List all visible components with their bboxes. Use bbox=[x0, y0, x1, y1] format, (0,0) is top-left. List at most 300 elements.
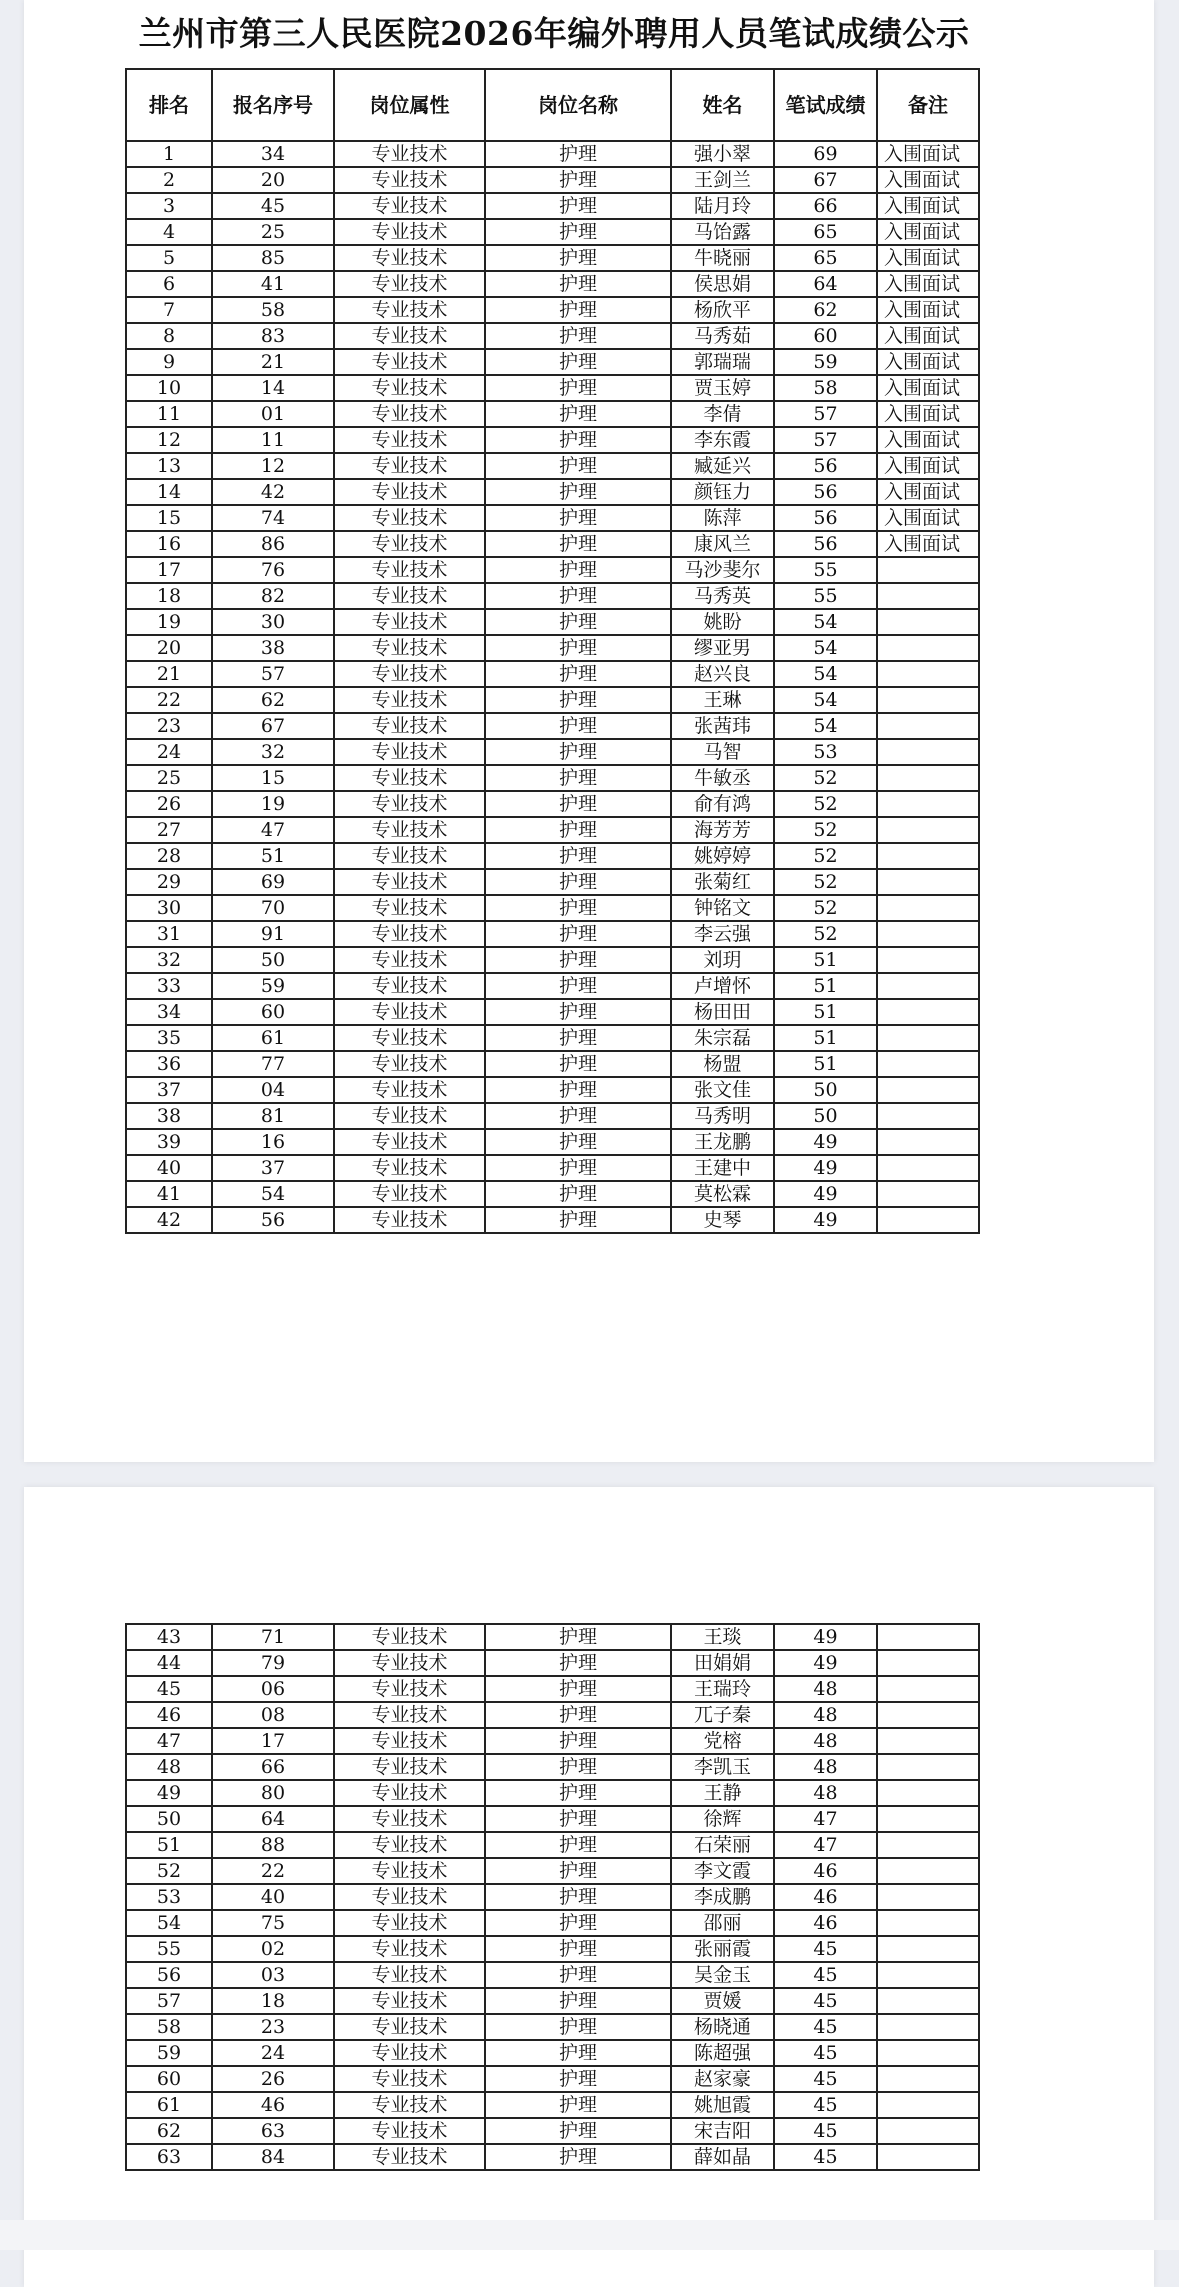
table-row bbox=[126, 1103, 979, 1129]
cell-remark bbox=[877, 2014, 979, 2040]
cell-remark bbox=[877, 1155, 979, 1181]
cell-registration-no: 76 bbox=[212, 557, 334, 583]
cell-position-type: 专业技术 bbox=[334, 609, 485, 635]
cell-position-name: 护理 bbox=[485, 1051, 671, 1077]
cell-name: 钟铭文 bbox=[671, 895, 774, 921]
cell-registration-no: 61 bbox=[212, 1025, 334, 1051]
cell-registration-no: 84 bbox=[212, 2144, 334, 2170]
cell-score: 62 bbox=[774, 297, 877, 323]
cell-remark bbox=[877, 1806, 979, 1832]
cell-registration-no: 46 bbox=[212, 2092, 334, 2118]
cell-score: 56 bbox=[774, 505, 877, 531]
cell-registration-no: 19 bbox=[212, 791, 334, 817]
cell-rank: 42 bbox=[126, 1207, 212, 1233]
cell-registration-no: 50 bbox=[212, 947, 334, 973]
cell-position-name: 护理 bbox=[485, 1650, 671, 1676]
cell-position-name: 护理 bbox=[485, 2014, 671, 2040]
cell-remark: 入围面试 bbox=[877, 297, 979, 323]
table-row bbox=[126, 401, 979, 427]
cell-score: 51 bbox=[774, 999, 877, 1025]
cell-position-type: 专业技术 bbox=[334, 1650, 485, 1676]
cell-name: 马智 bbox=[671, 739, 774, 765]
cell-position-name: 护理 bbox=[485, 1155, 671, 1181]
cell-name: 张菊红 bbox=[671, 869, 774, 895]
cell-score: 52 bbox=[774, 921, 877, 947]
table-row bbox=[126, 1754, 979, 1780]
cell-rank: 37 bbox=[126, 1077, 212, 1103]
cell-name: 刘玥 bbox=[671, 947, 774, 973]
cell-score: 48 bbox=[774, 1702, 877, 1728]
scores-table-body-continued bbox=[126, 1624, 979, 2170]
cell-position-type: 专业技术 bbox=[334, 531, 485, 557]
cell-position-name: 护理 bbox=[485, 1025, 671, 1051]
cell-position-name: 护理 bbox=[485, 687, 671, 713]
cell-rank: 54 bbox=[126, 1910, 212, 1936]
cell-remark bbox=[877, 1780, 979, 1806]
table-row bbox=[126, 2092, 979, 2118]
cell-remark: 入围面试 bbox=[877, 219, 979, 245]
cell-remark bbox=[877, 713, 979, 739]
table-row bbox=[126, 1181, 979, 1207]
cell-registration-no: 51 bbox=[212, 843, 334, 869]
table-row bbox=[126, 1910, 979, 1936]
table-row bbox=[126, 843, 979, 869]
cell-rank: 34 bbox=[126, 999, 212, 1025]
cell-position-type: 专业技术 bbox=[334, 1207, 485, 1233]
cell-remark bbox=[877, 2040, 979, 2066]
cell-name: 侯思娟 bbox=[671, 271, 774, 297]
cell-name: 徐辉 bbox=[671, 1806, 774, 1832]
cell-name: 李成鹏 bbox=[671, 1884, 774, 1910]
cell-name: 兀子秦 bbox=[671, 1702, 774, 1728]
cell-score: 50 bbox=[774, 1103, 877, 1129]
cell-remark bbox=[877, 2118, 979, 2144]
cell-registration-no: 77 bbox=[212, 1051, 334, 1077]
cell-name: 邵丽 bbox=[671, 1910, 774, 1936]
cell-registration-no: 57 bbox=[212, 661, 334, 687]
table-row bbox=[126, 999, 979, 1025]
cell-score: 60 bbox=[774, 323, 877, 349]
cell-name: 宋吉阳 bbox=[671, 2118, 774, 2144]
table-row bbox=[126, 2144, 979, 2170]
cell-position-name: 护理 bbox=[485, 583, 671, 609]
cell-position-type: 专业技术 bbox=[334, 947, 485, 973]
cell-rank: 53 bbox=[126, 1884, 212, 1910]
cell-name: 牛敏丞 bbox=[671, 765, 774, 791]
cell-registration-no: 62 bbox=[212, 687, 334, 713]
table-row bbox=[126, 687, 979, 713]
cell-name: 王建中 bbox=[671, 1155, 774, 1181]
cell-position-type: 专业技术 bbox=[334, 1858, 485, 1884]
cell-registration-no: 56 bbox=[212, 1207, 334, 1233]
table-row bbox=[126, 141, 979, 167]
cell-registration-no: 47 bbox=[212, 817, 334, 843]
table-row bbox=[126, 1676, 979, 1702]
cell-score: 49 bbox=[774, 1181, 877, 1207]
cell-position-name: 护理 bbox=[485, 1207, 671, 1233]
table-row bbox=[126, 1077, 979, 1103]
cell-score: 45 bbox=[774, 2092, 877, 2118]
cell-position-name: 护理 bbox=[485, 479, 671, 505]
cell-rank: 2 bbox=[126, 167, 212, 193]
cell-rank: 61 bbox=[126, 2092, 212, 2118]
cell-position-type: 专业技术 bbox=[334, 765, 485, 791]
cell-name: 臧延兴 bbox=[671, 453, 774, 479]
cell-remark bbox=[877, 791, 979, 817]
table-row bbox=[126, 609, 979, 635]
cell-position-type: 专业技术 bbox=[334, 167, 485, 193]
cell-position-type: 专业技术 bbox=[334, 895, 485, 921]
cell-position-name: 护理 bbox=[485, 1676, 671, 1702]
cell-registration-no: 24 bbox=[212, 2040, 334, 2066]
cell-position-name: 护理 bbox=[485, 427, 671, 453]
cell-score: 58 bbox=[774, 375, 877, 401]
cell-position-type: 专业技术 bbox=[334, 1780, 485, 1806]
cell-score: 47 bbox=[774, 1806, 877, 1832]
cell-name: 姚旭霞 bbox=[671, 2092, 774, 2118]
cell-position-type: 专业技术 bbox=[334, 1103, 485, 1129]
cell-score: 45 bbox=[774, 2118, 877, 2144]
cell-rank: 15 bbox=[126, 505, 212, 531]
cell-remark bbox=[877, 739, 979, 765]
cell-name: 王琳 bbox=[671, 687, 774, 713]
cell-score: 49 bbox=[774, 1129, 877, 1155]
table-row bbox=[126, 713, 979, 739]
cell-position-type: 专业技术 bbox=[334, 219, 485, 245]
cell-registration-no: 71 bbox=[212, 1624, 334, 1650]
cell-position-name: 护理 bbox=[485, 271, 671, 297]
cell-rank: 58 bbox=[126, 2014, 212, 2040]
cell-rank: 40 bbox=[126, 1155, 212, 1181]
cell-position-name: 护理 bbox=[485, 1077, 671, 1103]
cell-position-name: 护理 bbox=[485, 141, 671, 167]
cell-position-type: 专业技术 bbox=[334, 557, 485, 583]
cell-remark bbox=[877, 869, 979, 895]
table-row bbox=[126, 167, 979, 193]
cell-position-name: 护理 bbox=[485, 895, 671, 921]
cell-remark: 入围面试 bbox=[877, 401, 979, 427]
cell-position-name: 护理 bbox=[485, 869, 671, 895]
cell-position-type: 专业技术 bbox=[334, 1155, 485, 1181]
cell-registration-no: 40 bbox=[212, 1884, 334, 1910]
header-remark: 备注 bbox=[877, 69, 979, 141]
cell-rank: 11 bbox=[126, 401, 212, 427]
cell-rank: 49 bbox=[126, 1780, 212, 1806]
cell-position-type: 专业技术 bbox=[334, 427, 485, 453]
cell-rank: 3 bbox=[126, 193, 212, 219]
cell-remark bbox=[877, 1858, 979, 1884]
cell-position-name: 护理 bbox=[485, 2066, 671, 2092]
cell-score: 49 bbox=[774, 1650, 877, 1676]
cell-score: 51 bbox=[774, 1025, 877, 1051]
table-row bbox=[126, 1884, 979, 1910]
cell-rank: 32 bbox=[126, 947, 212, 973]
cell-position-name: 护理 bbox=[485, 1103, 671, 1129]
table-row bbox=[126, 817, 979, 843]
cell-score: 65 bbox=[774, 245, 877, 271]
cell-registration-no: 83 bbox=[212, 323, 334, 349]
cell-registration-no: 81 bbox=[212, 1103, 334, 1129]
cell-name: 王龙鹏 bbox=[671, 1129, 774, 1155]
cell-score: 56 bbox=[774, 453, 877, 479]
table-row bbox=[126, 1936, 979, 1962]
cell-rank: 39 bbox=[126, 1129, 212, 1155]
cell-score: 45 bbox=[774, 1962, 877, 1988]
cell-name: 党榕 bbox=[671, 1728, 774, 1754]
cell-remark: 入围面试 bbox=[877, 505, 979, 531]
cell-name: 俞有鸿 bbox=[671, 791, 774, 817]
cell-position-name: 护理 bbox=[485, 1832, 671, 1858]
scores-table bbox=[125, 68, 980, 1234]
cell-remark bbox=[877, 1962, 979, 1988]
cell-name: 康风兰 bbox=[671, 531, 774, 557]
table-row bbox=[126, 791, 979, 817]
cell-position-name: 护理 bbox=[485, 843, 671, 869]
cell-name: 马秀明 bbox=[671, 1103, 774, 1129]
cell-rank: 35 bbox=[126, 1025, 212, 1051]
cell-name: 田娟娟 bbox=[671, 1650, 774, 1676]
cell-score: 69 bbox=[774, 141, 877, 167]
table-row bbox=[126, 193, 979, 219]
table-row bbox=[126, 1207, 979, 1233]
cell-position-name: 护理 bbox=[485, 999, 671, 1025]
cell-rank: 4 bbox=[126, 219, 212, 245]
document-title: 兰州市第三人民医院2026年编外聘用人员笔试成绩公示 bbox=[138, 14, 970, 53]
cell-score: 52 bbox=[774, 791, 877, 817]
cell-score: 45 bbox=[774, 2040, 877, 2066]
cell-position-name: 护理 bbox=[485, 609, 671, 635]
cell-rank: 18 bbox=[126, 583, 212, 609]
table-row bbox=[126, 453, 979, 479]
cell-name: 王剑兰 bbox=[671, 167, 774, 193]
cell-rank: 43 bbox=[126, 1624, 212, 1650]
cell-remark: 入围面试 bbox=[877, 193, 979, 219]
cell-position-type: 专业技术 bbox=[334, 1624, 485, 1650]
cell-registration-no: 34 bbox=[212, 141, 334, 167]
cell-score: 47 bbox=[774, 1832, 877, 1858]
cell-name: 海芳芳 bbox=[671, 817, 774, 843]
cell-position-name: 护理 bbox=[485, 1780, 671, 1806]
cell-position-type: 专业技术 bbox=[334, 1051, 485, 1077]
cell-position-name: 护理 bbox=[485, 1884, 671, 1910]
cell-remark: 入围面试 bbox=[877, 141, 979, 167]
cell-name: 朱宗磊 bbox=[671, 1025, 774, 1051]
cell-name: 张丽霞 bbox=[671, 1936, 774, 1962]
cell-remark bbox=[877, 635, 979, 661]
cell-position-type: 专业技术 bbox=[334, 1936, 485, 1962]
cell-position-type: 专业技术 bbox=[334, 869, 485, 895]
cell-position-type: 专业技术 bbox=[334, 1806, 485, 1832]
table-row bbox=[126, 1155, 979, 1181]
cell-position-name: 护理 bbox=[485, 245, 671, 271]
cell-name: 李倩 bbox=[671, 401, 774, 427]
cell-rank: 14 bbox=[126, 479, 212, 505]
cell-registration-no: 04 bbox=[212, 1077, 334, 1103]
cell-score: 51 bbox=[774, 1051, 877, 1077]
cell-position-type: 专业技术 bbox=[334, 2144, 485, 2170]
cell-registration-no: 74 bbox=[212, 505, 334, 531]
cell-remark bbox=[877, 1103, 979, 1129]
cell-position-type: 专业技术 bbox=[334, 1676, 485, 1702]
cell-name: 强小翠 bbox=[671, 141, 774, 167]
cell-remark bbox=[877, 1910, 979, 1936]
cell-position-name: 护理 bbox=[485, 349, 671, 375]
cell-remark bbox=[877, 1988, 979, 2014]
cell-registration-no: 79 bbox=[212, 1650, 334, 1676]
cell-position-type: 专业技术 bbox=[334, 1962, 485, 1988]
cell-rank: 23 bbox=[126, 713, 212, 739]
table-row bbox=[126, 1025, 979, 1051]
cell-position-type: 专业技术 bbox=[334, 1910, 485, 1936]
cell-rank: 16 bbox=[126, 531, 212, 557]
cell-score: 54 bbox=[774, 609, 877, 635]
cell-remark bbox=[877, 973, 979, 999]
cell-score: 45 bbox=[774, 2144, 877, 2170]
cell-position-name: 护理 bbox=[485, 2118, 671, 2144]
cell-name: 杨田田 bbox=[671, 999, 774, 1025]
cell-rank: 19 bbox=[126, 609, 212, 635]
cell-rank: 44 bbox=[126, 1650, 212, 1676]
cell-position-name: 护理 bbox=[485, 1129, 671, 1155]
cell-position-name: 护理 bbox=[485, 2144, 671, 2170]
cell-registration-no: 03 bbox=[212, 1962, 334, 1988]
cell-score: 45 bbox=[774, 2014, 877, 2040]
cell-registration-no: 69 bbox=[212, 869, 334, 895]
table-row bbox=[126, 583, 979, 609]
cell-position-name: 护理 bbox=[485, 1910, 671, 1936]
cell-rank: 1 bbox=[126, 141, 212, 167]
cell-score: 49 bbox=[774, 1207, 877, 1233]
cell-name: 莫松霖 bbox=[671, 1181, 774, 1207]
cell-name: 赵家豪 bbox=[671, 2066, 774, 2092]
cell-rank: 31 bbox=[126, 921, 212, 947]
cell-position-name: 护理 bbox=[485, 1624, 671, 1650]
table-row bbox=[126, 921, 979, 947]
cell-registration-no: 63 bbox=[212, 2118, 334, 2144]
cell-position-name: 护理 bbox=[485, 661, 671, 687]
cell-registration-no: 38 bbox=[212, 635, 334, 661]
cell-name: 杨欣平 bbox=[671, 297, 774, 323]
cell-remark bbox=[877, 557, 979, 583]
cell-name: 张茜玮 bbox=[671, 713, 774, 739]
cell-position-type: 专业技术 bbox=[334, 141, 485, 167]
cell-remark bbox=[877, 1181, 979, 1207]
cell-name: 陈超强 bbox=[671, 2040, 774, 2066]
cell-score: 46 bbox=[774, 1884, 877, 1910]
cell-registration-no: 30 bbox=[212, 609, 334, 635]
cell-rank: 21 bbox=[126, 661, 212, 687]
cell-rank: 26 bbox=[126, 791, 212, 817]
table-row bbox=[126, 1624, 979, 1650]
cell-rank: 63 bbox=[126, 2144, 212, 2170]
cell-rank: 52 bbox=[126, 1858, 212, 1884]
cell-rank: 13 bbox=[126, 453, 212, 479]
cell-rank: 36 bbox=[126, 1051, 212, 1077]
cell-position-type: 专业技术 bbox=[334, 1832, 485, 1858]
cell-position-type: 专业技术 bbox=[334, 1988, 485, 2014]
cell-position-name: 护理 bbox=[485, 167, 671, 193]
cell-rank: 28 bbox=[126, 843, 212, 869]
cell-remark bbox=[877, 947, 979, 973]
cell-registration-no: 25 bbox=[212, 219, 334, 245]
cell-score: 52 bbox=[774, 869, 877, 895]
cell-name: 李东霞 bbox=[671, 427, 774, 453]
cell-position-name: 护理 bbox=[485, 791, 671, 817]
cell-remark bbox=[877, 1754, 979, 1780]
cell-position-type: 专业技术 bbox=[334, 271, 485, 297]
cell-rank: 46 bbox=[126, 1702, 212, 1728]
cell-registration-no: 41 bbox=[212, 271, 334, 297]
cell-rank: 48 bbox=[126, 1754, 212, 1780]
scores-table-continued bbox=[125, 1623, 980, 2171]
cell-registration-no: 70 bbox=[212, 895, 334, 921]
cell-remark bbox=[877, 661, 979, 687]
table-row bbox=[126, 765, 979, 791]
cell-score: 50 bbox=[774, 1077, 877, 1103]
cell-remark: 入围面试 bbox=[877, 349, 979, 375]
cell-position-type: 专业技术 bbox=[334, 193, 485, 219]
cell-name: 颜钰力 bbox=[671, 479, 774, 505]
cell-registration-no: 60 bbox=[212, 999, 334, 1025]
cell-rank: 62 bbox=[126, 2118, 212, 2144]
cell-position-type: 专业技术 bbox=[334, 2118, 485, 2144]
cell-remark bbox=[877, 843, 979, 869]
table-row bbox=[126, 1780, 979, 1806]
cell-registration-no: 15 bbox=[212, 765, 334, 791]
cell-position-name: 护理 bbox=[485, 1754, 671, 1780]
cell-score: 64 bbox=[774, 271, 877, 297]
cell-registration-no: 18 bbox=[212, 1988, 334, 2014]
cell-position-type: 专业技术 bbox=[334, 297, 485, 323]
cell-position-type: 专业技术 bbox=[334, 791, 485, 817]
cell-registration-no: 21 bbox=[212, 349, 334, 375]
cell-name: 赵兴良 bbox=[671, 661, 774, 687]
cell-name: 吴金玉 bbox=[671, 1962, 774, 1988]
cell-remark bbox=[877, 1051, 979, 1077]
cell-name: 缪亚男 bbox=[671, 635, 774, 661]
cell-score: 57 bbox=[774, 401, 877, 427]
cell-position-type: 专业技术 bbox=[334, 323, 485, 349]
table-row bbox=[126, 1962, 979, 1988]
table-row bbox=[126, 375, 979, 401]
cell-name: 杨盟 bbox=[671, 1051, 774, 1077]
cell-position-name: 护理 bbox=[485, 713, 671, 739]
table-row bbox=[126, 1728, 979, 1754]
cell-registration-no: 12 bbox=[212, 453, 334, 479]
cell-name: 郭瑞瑞 bbox=[671, 349, 774, 375]
cell-name: 李凯玉 bbox=[671, 1754, 774, 1780]
cell-position-type: 专业技术 bbox=[334, 2092, 485, 2118]
table-row bbox=[126, 2118, 979, 2144]
cell-registration-no: 45 bbox=[212, 193, 334, 219]
cell-score: 53 bbox=[774, 739, 877, 765]
table-row bbox=[126, 2014, 979, 2040]
cell-remark bbox=[877, 1936, 979, 1962]
cell-position-name: 护理 bbox=[485, 1728, 671, 1754]
cell-name: 张文佳 bbox=[671, 1077, 774, 1103]
cell-registration-no: 11 bbox=[212, 427, 334, 453]
cell-position-name: 护理 bbox=[485, 375, 671, 401]
cell-registration-no: 02 bbox=[212, 1936, 334, 1962]
cell-position-type: 专业技术 bbox=[334, 1129, 485, 1155]
cell-remark: 入围面试 bbox=[877, 167, 979, 193]
cell-remark: 入围面试 bbox=[877, 531, 979, 557]
cell-score: 54 bbox=[774, 635, 877, 661]
table-row bbox=[126, 219, 979, 245]
cell-name: 薛如晶 bbox=[671, 2144, 774, 2170]
cell-score: 49 bbox=[774, 1155, 877, 1181]
cell-score: 54 bbox=[774, 687, 877, 713]
